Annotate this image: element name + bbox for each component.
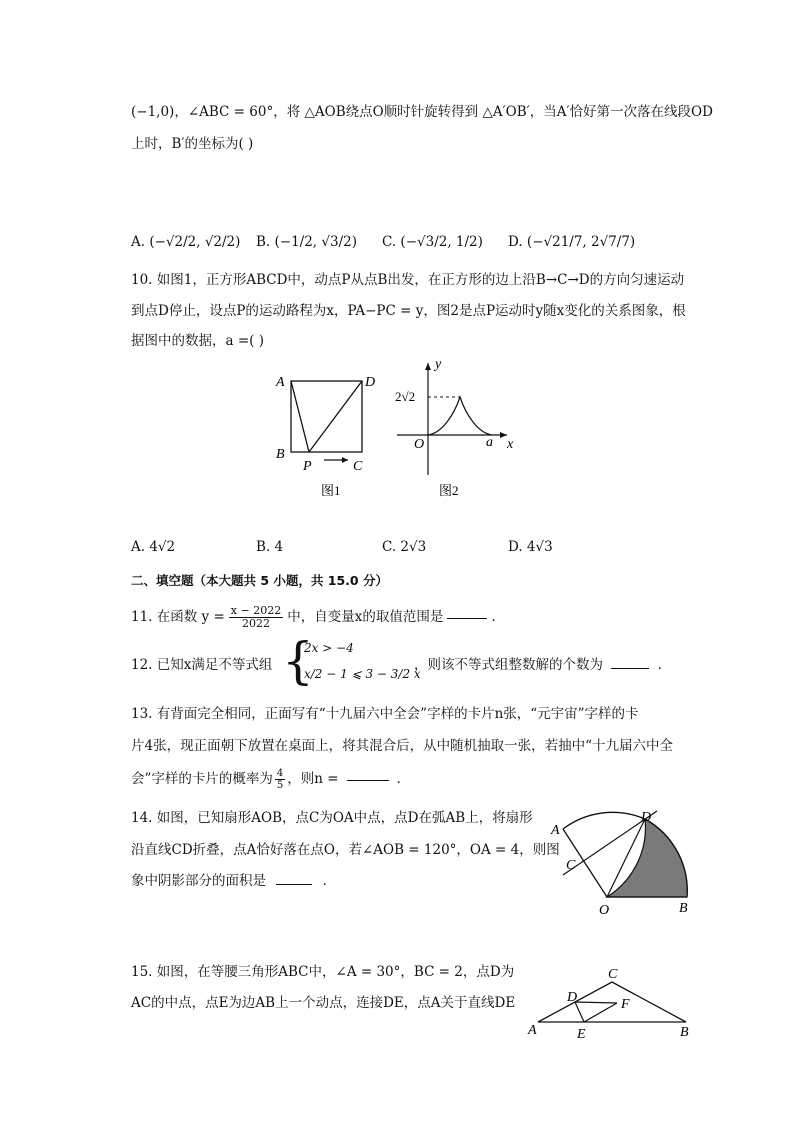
q14-line3 xyxy=(131,875,336,889)
q10-text-line1: 10. 如图1，正方形ABCD中，动点P从点B出发，在正方形的边上沿B→C→D的方向匀速运动 xyxy=(131,272,685,288)
q9-text-line1: (−1,0)，∠ABC = 60°，将 △AOB绕点O顺时针旋转得到 △A′OB′，当A′恰好第一次落在线段OD xyxy=(131,104,713,120)
q12-row1: 2x > −4 xyxy=(304,641,354,655)
arrow-head-icon xyxy=(342,457,348,463)
triangle-abc xyxy=(538,982,686,1022)
fig1-caption: 图1 xyxy=(321,483,341,498)
q14-end: ． xyxy=(322,873,337,889)
segment-pd xyxy=(309,381,362,452)
q13-end: ． xyxy=(396,770,411,787)
q9-text-line2: 上时，B′的坐标为( ) xyxy=(131,136,254,152)
q10-option-c[interactable]: C. 2√3 xyxy=(382,539,427,555)
q12-end: ． xyxy=(657,657,672,673)
fig1-label-c: C xyxy=(353,459,363,474)
q13-text-line2: 片4张，现正面朝下放置在桌面上，将其混合后，从中随机抽取一张，若抽中“十九届六中全 xyxy=(131,738,673,754)
fig14-label-d: D xyxy=(641,810,652,825)
q9-option-d[interactable]: D. (−√21/7, 2√7/7) xyxy=(508,234,636,250)
q10-option-b[interactable]: B. 4 xyxy=(256,539,284,555)
q11-end: ． xyxy=(491,608,505,625)
q14-line3-text: 象中阴影部分的面积是 xyxy=(131,873,266,889)
q10-text-line2: 到点D停止，设点P的运动路程为x，PA−PC = y，图2是点P运动时y随x变化的关系图象，根 xyxy=(131,303,686,319)
fig2-label-a: a xyxy=(486,435,493,450)
q14-text-line1: 14. 如图，已知扇形AOB，点C为OA中点，点D在弧AB上，将扇形 xyxy=(131,810,533,826)
fig2-label-o: O xyxy=(414,437,425,452)
q12-row2: x/2 − 1 ⩽ 3 − 3/2 x xyxy=(304,667,421,681)
q12-answer-blank[interactable] xyxy=(611,667,649,669)
fig14-label-o: O xyxy=(599,903,610,918)
q13-prob-den: 5 xyxy=(276,780,284,791)
q11-prefix: 11. 在函数 y = xyxy=(131,608,225,625)
fig15-label-f: F xyxy=(621,997,630,1012)
q14-text-line2: 沿直线CD折叠，点A恰好落在点O，若∠AOB = 120°，OA = 4，则图 xyxy=(131,842,560,858)
q10-text-line3: 据图中的数据，a =( ) xyxy=(131,333,264,349)
fig15-label-a: A xyxy=(528,1023,537,1038)
q12-suffix: ，则该不等式组整数解的个数为 xyxy=(414,657,603,673)
fig2-caption: 图2 xyxy=(439,483,459,498)
q14-answer-blank[interactable] xyxy=(276,883,312,885)
fig1-label-p: P xyxy=(303,459,312,474)
shaded-region xyxy=(607,819,687,897)
q10-figure2 xyxy=(392,355,532,500)
segment-ef xyxy=(584,1003,617,1022)
q11-frac-num: x − 2022 xyxy=(230,604,282,617)
fig14-label-a: A xyxy=(551,823,560,838)
fig2-label-x: x xyxy=(507,437,514,452)
q10-option-a[interactable]: A. 4√2 xyxy=(131,539,176,555)
q11 xyxy=(131,605,505,630)
fig1-label-b: B xyxy=(276,447,285,462)
q15-text-line1: 15. 如图，在等腰三角形ABC中，∠A = 30°，BC = 2，点D为 xyxy=(131,964,515,980)
section-heading: 二、填空题（本大题共 5 小题，共 15.0 分） xyxy=(131,573,388,588)
arc-ad xyxy=(563,812,645,829)
q13-line3-suffix: ，则n = xyxy=(287,770,339,787)
fig1-label-a: A xyxy=(276,375,285,390)
x-axis-arrow-icon xyxy=(500,432,507,438)
q11-answer-blank[interactable] xyxy=(447,617,487,619)
q10-option-d[interactable]: D. 4√3 xyxy=(508,539,553,555)
q11-suffix: 中，自变量x的取值范围是 xyxy=(287,608,444,625)
fig14-label-c: C xyxy=(566,858,576,873)
q9-option-c[interactable]: C. (−√3/2, 1/2) xyxy=(382,234,483,250)
fig2-label-2root2: 2√2 xyxy=(395,389,416,404)
fig14-label-b: B xyxy=(679,901,688,916)
q13-text-line1: 13. 有背面完全相同，正面写有“十九届六中全会”字样的卡片n张，“元宇宙”字样的卡 xyxy=(131,706,639,722)
q9-option-b[interactable]: B. (−1/2, √3/2) xyxy=(256,234,357,250)
segment-df xyxy=(575,1002,617,1003)
segment-pa xyxy=(291,381,309,452)
graph-curve xyxy=(428,397,492,435)
fig1-label-d: D xyxy=(365,375,376,390)
square-abcd xyxy=(291,381,362,452)
fig2-label-y: y xyxy=(435,357,442,372)
q11-fraction xyxy=(229,605,283,630)
fig15-label-c: C xyxy=(608,967,618,982)
q11-frac-den: 2022 xyxy=(242,617,270,631)
q13-prob-num: 4 xyxy=(276,768,284,779)
fig15-label-b: B xyxy=(680,1025,689,1040)
q13-line3-prefix: 会”字样的卡片的概率为 xyxy=(131,770,273,787)
fig15-label-e: E xyxy=(577,1027,586,1042)
y-axis-arrow-icon xyxy=(425,363,431,370)
fig15-label-d: D xyxy=(567,990,578,1005)
q12-prefix: 12. 已知x满足不等式组 xyxy=(131,657,273,673)
q13-line3 xyxy=(131,768,410,791)
segment-de xyxy=(575,1002,584,1022)
q15-text-line2: AC的中点，点E为边AB上一个动点，连接DE，点A关于直线DE xyxy=(131,995,516,1011)
q13-probability-fraction xyxy=(275,768,285,791)
q14-figure xyxy=(545,805,705,925)
q15-figure xyxy=(522,960,702,1045)
q9-option-a[interactable]: A. (−√2/2, √2/2) xyxy=(131,234,241,250)
q12-suffix-wrap xyxy=(414,659,671,673)
q12-brace: { xyxy=(282,632,314,690)
q10-figure1 xyxy=(268,360,388,500)
q13-answer-blank[interactable] xyxy=(347,779,389,781)
